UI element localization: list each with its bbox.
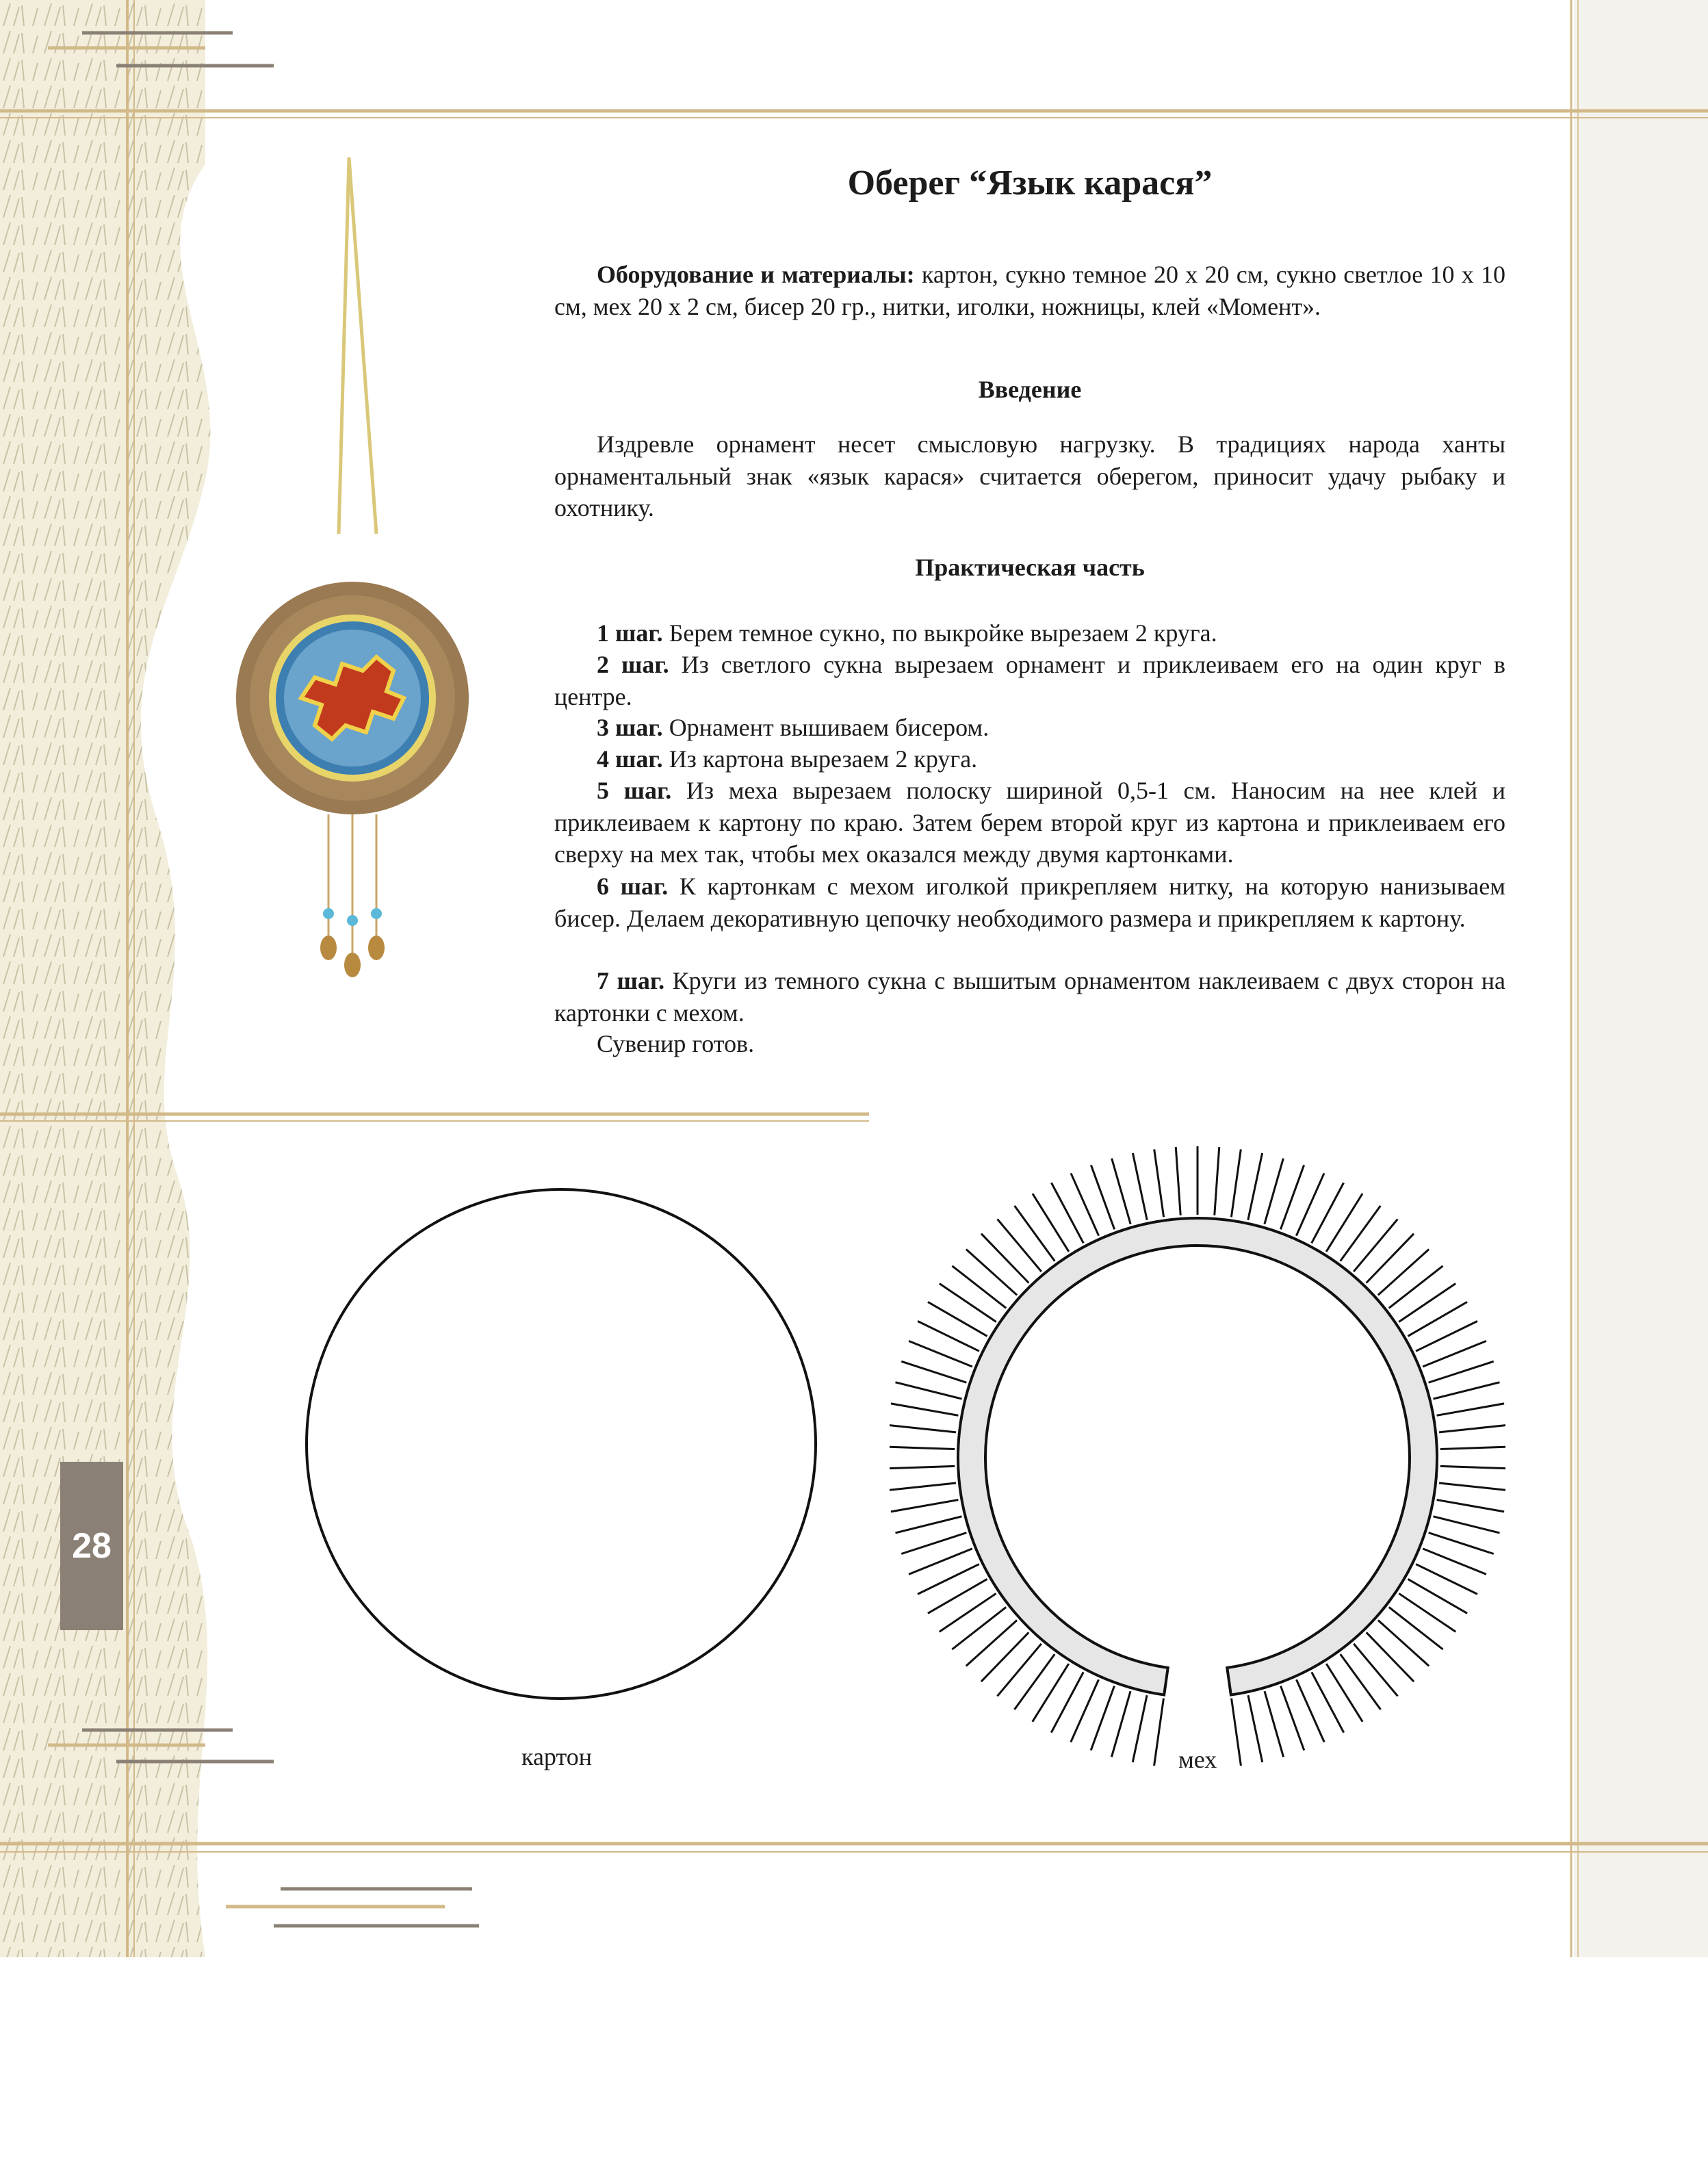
fur-strand: [891, 1500, 958, 1512]
fur-strand: [896, 1382, 962, 1399]
fur-strand: [1176, 1147, 1180, 1215]
fur-strand: [1265, 1159, 1284, 1224]
step-item: [554, 871, 1505, 934]
fur-strand: [1433, 1382, 1499, 1399]
fur-strand: [901, 1533, 966, 1554]
fur-strand: [1033, 1664, 1069, 1722]
fur-caption: мех: [1178, 1746, 1217, 1773]
practice-heading: Практическая часть: [915, 554, 1145, 581]
fur-strand: [1389, 1607, 1443, 1649]
fur-strand: [1341, 1654, 1381, 1710]
fur-strand: [1399, 1284, 1455, 1322]
fur-strand: [1033, 1194, 1069, 1252]
fur-strand: [1429, 1361, 1494, 1382]
fur-strand: [1133, 1695, 1147, 1762]
fur-strand: [1440, 1447, 1505, 1449]
cardboard-circle: [307, 1189, 816, 1699]
fur-strand: [940, 1593, 996, 1632]
step-label: 1 шаг.: [597, 619, 663, 647]
fur-strand: [890, 1425, 956, 1432]
fur-strand: [1231, 1149, 1241, 1217]
step-item: [554, 617, 1505, 649]
fur-strand: [952, 1607, 1006, 1649]
fur-strand: [997, 1644, 1041, 1697]
fur-strand: [1248, 1695, 1263, 1762]
fur-strand: [1154, 1699, 1164, 1766]
step-label: 5 шаг.: [597, 777, 672, 804]
fur-strand: [1367, 1632, 1414, 1681]
fur-strand: [1232, 1699, 1241, 1766]
fur-strand: [1341, 1206, 1381, 1261]
fur-strand: [1437, 1500, 1504, 1512]
fur-strand: [1091, 1686, 1114, 1751]
fur-strand: [1280, 1165, 1304, 1229]
fur-strand: [895, 1517, 961, 1533]
fur-strand: [1423, 1341, 1486, 1366]
fur-strand: [1429, 1533, 1494, 1554]
fur-strand: [1433, 1517, 1499, 1533]
fur-strand: [1154, 1149, 1164, 1217]
step-item: [554, 712, 1505, 744]
step-text: Круги из темного сукна с вышитым орнаментом наклеиваем с двух сторон на картонки с мехом.: [554, 967, 1505, 1027]
fur-strand: [1440, 1466, 1505, 1468]
fur-strand: [1378, 1620, 1429, 1666]
fur-strand: [1354, 1219, 1397, 1272]
materials-text: картон, сукно темное 20 х 20 см, сукно светлое 10 х 10 см, мех 20 х 2 см, бисер 20 гр., нитки, иголки, ножницы, клей «Момент».: [554, 261, 1505, 320]
step-label: 2 шаг.: [597, 651, 669, 678]
fur-strand: [1015, 1206, 1055, 1261]
fur-strand: [998, 1219, 1041, 1272]
fur-strand: [1439, 1483, 1505, 1490]
fur-strand: [890, 1447, 955, 1449]
step-text: К картонкам с мехом иголкой прикрепляем нитку, на которую нанизываем бисер. Делаем декоративную цепочку необходимого размера и прикрепляем к картону.: [554, 873, 1505, 932]
fur-strand: [909, 1341, 972, 1366]
step-label: 3 шаг.: [597, 714, 663, 741]
fur-strand: [890, 1483, 956, 1490]
fur-strip-ring: [958, 1218, 1437, 1695]
fur-strand: [1437, 1404, 1504, 1415]
step-final: Сувенир готов.: [597, 1030, 755, 1057]
fur-strand: [1389, 1266, 1443, 1308]
fur-strand: [1091, 1165, 1114, 1229]
fur-strand: [1326, 1194, 1362, 1252]
amulet-illustration: [205, 151, 493, 992]
step-label: 7 шаг.: [597, 967, 665, 994]
step-item: [554, 775, 1505, 871]
page-title: Оберег “Язык карася”: [847, 164, 1213, 203]
fur-strand: [981, 1234, 1028, 1283]
cardboard-caption: картон: [521, 1743, 592, 1770]
materials-label: Оборудование и материалы:: [597, 261, 915, 288]
fur-pattern: [890, 1095, 1505, 1766]
fur-strand: [1111, 1691, 1130, 1757]
fur-strand: [1265, 1691, 1284, 1757]
fur-strand: [1367, 1234, 1414, 1283]
left-texture-strip: [0, 0, 210, 1957]
fur-strand: [1133, 1153, 1147, 1220]
fur-strand: [1439, 1425, 1505, 1432]
fur-strand: [1014, 1654, 1054, 1710]
fur-strand: [901, 1361, 966, 1382]
step-text: Из картона вырезаем 2 круга.: [662, 745, 978, 773]
step-text: Из светлого сукна вырезаем орнамент и приклеиваем его на один круг в центре.: [554, 651, 1505, 710]
step-text: Из меха вырезаем полоску шириной 0,5-1 см. Наносим на нее клей и приклеиваем к картону по краю. Затем берем второй круг из картона и приклеиваем его сверху на мех так, чтобы мех оказался между двумя картонками.: [554, 777, 1505, 868]
fur-strand: [1399, 1593, 1455, 1632]
intro-paragraph: Издревле орнамент несет смысловую нагрузку. В традициях народа ханты орнаментальный знак «язык карася» считается оберегом, приносит удачу рыбаку и охотнику.: [554, 430, 1505, 521]
step-item: [554, 649, 1505, 712]
fur-strand: [1112, 1159, 1131, 1224]
fur-strand: [1354, 1644, 1397, 1697]
right-edge-strip: [1574, 0, 1708, 1957]
fur-strand: [966, 1620, 1017, 1666]
fur-strand: [1248, 1153, 1263, 1220]
fur-strand: [1423, 1549, 1486, 1574]
step-item: [554, 965, 1505, 1029]
step-label: 6 шаг.: [597, 873, 669, 900]
fur-strand: [890, 1466, 955, 1468]
fur-strand: [1326, 1664, 1362, 1722]
page-number: 28: [60, 1462, 123, 1630]
fur-strand: [1215, 1147, 1219, 1215]
fur-strand: [1378, 1250, 1429, 1295]
fur-strand: [1281, 1686, 1304, 1751]
cardboard-pattern: [294, 1184, 828, 1704]
fur-strand: [981, 1632, 1028, 1681]
step-text: Орнамент вышиваем бисером.: [662, 714, 989, 741]
step-text: Берем темное сукно, по выкройке вырезаем 2 круга.: [662, 619, 1217, 647]
materials-paragraph: [554, 259, 1505, 322]
step-label: 4 шаг.: [597, 745, 663, 773]
fur-strand: [952, 1266, 1006, 1308]
fur-strand: [966, 1250, 1017, 1295]
fur-strand: [909, 1549, 972, 1574]
fur-strand: [891, 1404, 958, 1415]
intro-heading: Введение: [978, 376, 1082, 403]
step-item: [554, 743, 1505, 775]
fur-strand: [940, 1284, 996, 1322]
